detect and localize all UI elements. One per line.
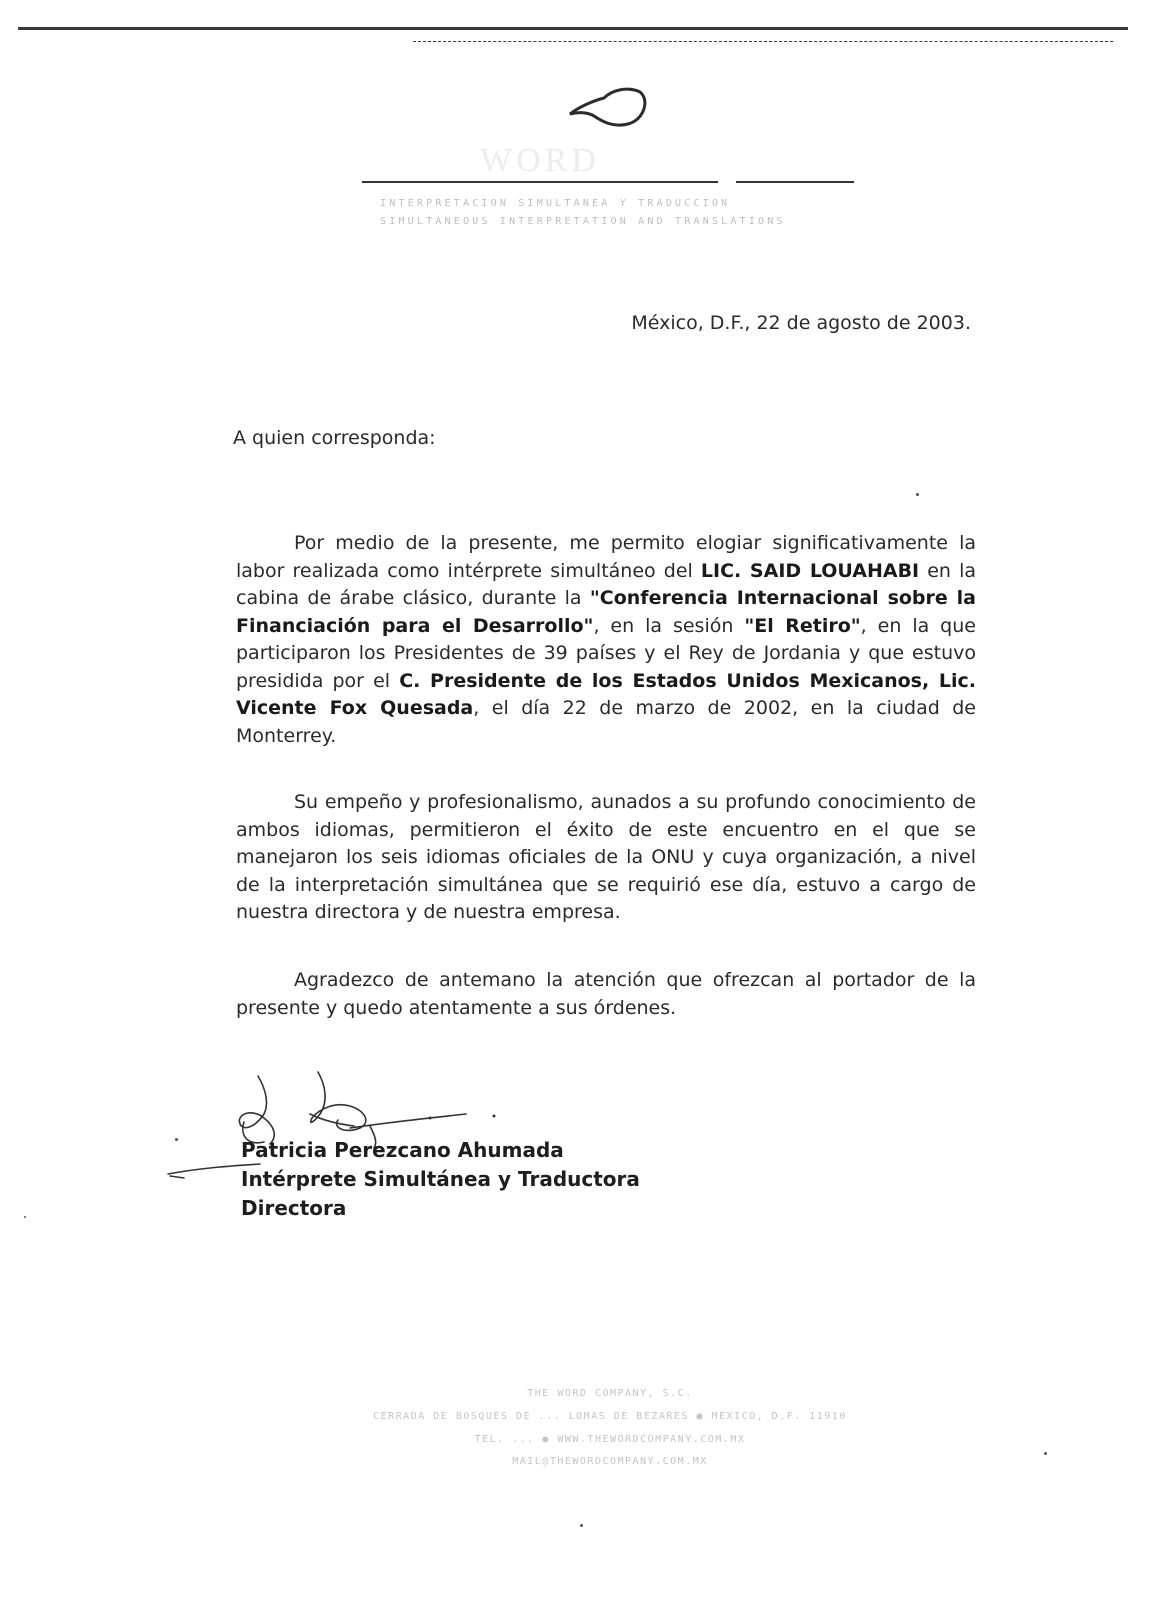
salutation: A quien corresponda: [233,427,436,449]
signatory-role: Directora [241,1196,347,1220]
p1-text-3: , en la sesión [593,614,745,637]
p1-text-2: en la cabina de árabe clásico, durante la [236,559,976,609]
interpreter-name: LIC. SAID LOUAHABI [700,559,920,582]
body-paragraph-1 [236,530,976,750]
scan-speck [175,1138,178,1141]
footer-email: MAIL@THEWORDCOMPANY.COM.MX [512,1456,708,1467]
scan-speck [1044,1452,1047,1455]
p1-text-4: , en la que participaron los Presidentes de 39 países y el Rey de Jordania y que estuvo presidida por el [236,614,976,692]
letterhead-tagline-en: SIMULTANEOUS INTERPRETATION AND TRANSLATIONS [380,216,786,227]
scan-edge-line [18,27,1128,30]
footer-address: CERRADA DE BOSQUES DE ... LOMAS DE BEZARES ● MÉXICO, D.F. 11910 [373,1411,847,1422]
footer-company: THE WORD COMPANY, S.C. [527,1388,693,1399]
body-paragraph-2: Su empeño y profesionalismo, aunados a su profundo conocimiento de ambos idiomas, permitieron el éxito de este encuentro en el que se manejaron los seis idiomas oficiales de la ONU y cuya organización, a nivel de la interpretación simultánea que se requirió ese día, estuvo a cargo de nuestra directora y de nuestra empresa. [236,791,976,923]
logo-wordmark: WORD [480,142,600,179]
word-logo-swirl-icon [566,76,650,136]
president-name: C. Presidente de los Estados Unidos Mexicanos, Lic. Vicente Fox Quesada [236,669,976,719]
scan-speck [580,1524,583,1527]
letterhead-rule-left [362,181,718,183]
scan-speck [24,1216,26,1218]
scan-dashed-line [413,41,1113,42]
signatory-title: Intérprete Simultánea y Traductora [241,1167,640,1191]
conference-name: "Conferencia Internacional sobre la Financiación para el Desarrollo" [236,587,976,637]
session-name: "El Retiro" [744,614,861,637]
letterhead-rule-right [736,181,854,183]
signatory-name: Patricia Perezcano Ahumada [241,1138,564,1162]
p1-text-5: , el día 22 de marzo de 2002, en la ciudad de Monterrey. [236,697,976,747]
signature-block [241,1136,640,1223]
scan-speck [916,493,919,496]
footer-contact: TEL. ... ● WWW.THEWORDCOMPANY.COM.MX [474,1434,746,1445]
letterhead-tagline-es: INTERPRETACIÓN SIMULTÁNEA Y TRADUCCIÓN [380,198,731,209]
p1-text-1: Por medio de la presente, me permito elogiar significativamente la labor realizada como intérprete simultáneo del [236,532,976,582]
date-line: México, D.F., 22 de agosto de 2003. [631,312,971,334]
body-paragraph-3: Agradezco de antemano la atención que ofrezcan al portador de la presente y quedo atentamente a sus órdenes. [236,969,976,1019]
